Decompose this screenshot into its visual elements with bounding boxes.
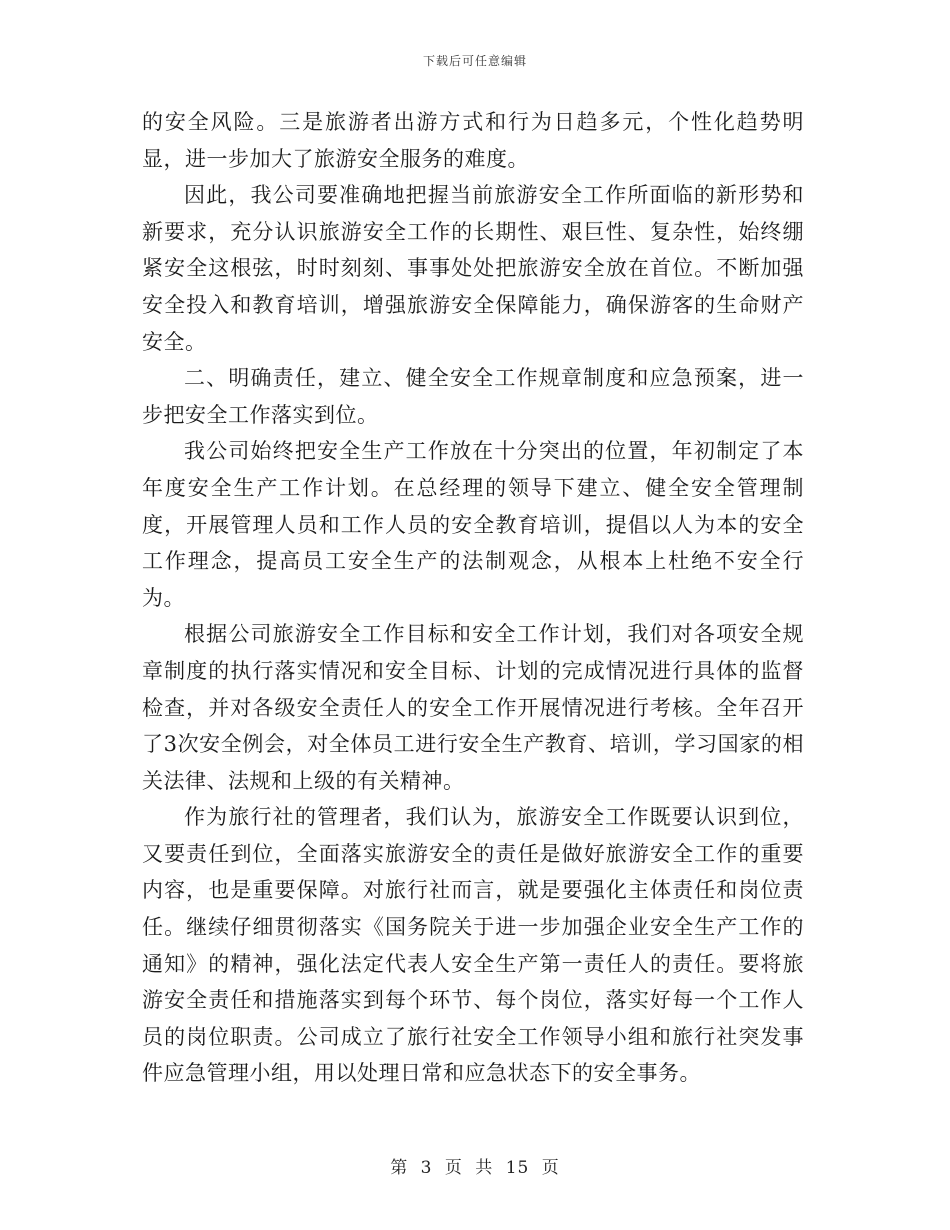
paragraph-6: 作为旅行社的管理者，我们认为，旅游安全工作既要认识到位，又要责任到位，全面落实旅游安全的责任是做好旅游安全工作的重要内容，也是重要保障。对旅行社而言，就是要强化主体责任和岗位责任。继续仔细贯彻落实《国务院关于进一步加强企业安全生产工作的通知》的精神，强化法定代表人安全生产第一责任人的责任。要将旅游安全责任和措施落实到每个环节、每个岗位，落实好每一个工作人员的岗位职责。公司成立了旅行社安全工作领导小组和旅行社突发事件应急管理小组，用以处理日常和应急状态下的安全事务。 [142,805,804,1086]
document-body [142,104,804,1092]
paragraph-4: 我公司始终把安全生产工作放在十分突出的位置，年初制定了本年度安全生产工作计划。在总经理的领导下建立、健全安全管理制度，开展管理人员和工作人员的安全教育培训，提倡以人为本的安全工作理念，提高员工安全生产的法制观念，从根本上杜绝不安全行为。 [142,439,804,610]
page-header: 下载后可任意编辑 [422,54,527,68]
page-footer: 第 3 页 共 15 页 [390,1158,560,1178]
paragraph-1: 的安全风险。三是旅游者出游方式和行为日趋多元，个性化趋势明显，进一步加大了旅游安全服务的难度。 [142,110,804,171]
paragraph-2: 因此，我公司要准确地把握当前旅游安全工作所面临的新形势和新要求，充分认识旅游安全工作的长期性、艰巨性、复杂性，始终绷紧安全这根弦，时时刻刻、事事处处把旅游安全放在首位。不断加强安全投入和教育培训，增强旅游安全保障能力，确保游客的生命财产安全。 [142,183,804,354]
paragraph-5: 根据公司旅游安全工作目标和安全工作计划，我们对各项安全规章制度的执行落实情况和安全目标、计划的完成情况进行具体的监督检查，并对各级安全责任人的安全工作开展情况进行考核。全年召开了3次安全例会，对全体员工进行安全生产教育、培训，学习国家的相关法律、法规和上级的有关精神。 [142,622,804,793]
paragraph-3-section-heading: 二、明确责任，建立、健全安全工作规章制度和应急预案，进一步把安全工作落实到位。 [142,366,804,427]
